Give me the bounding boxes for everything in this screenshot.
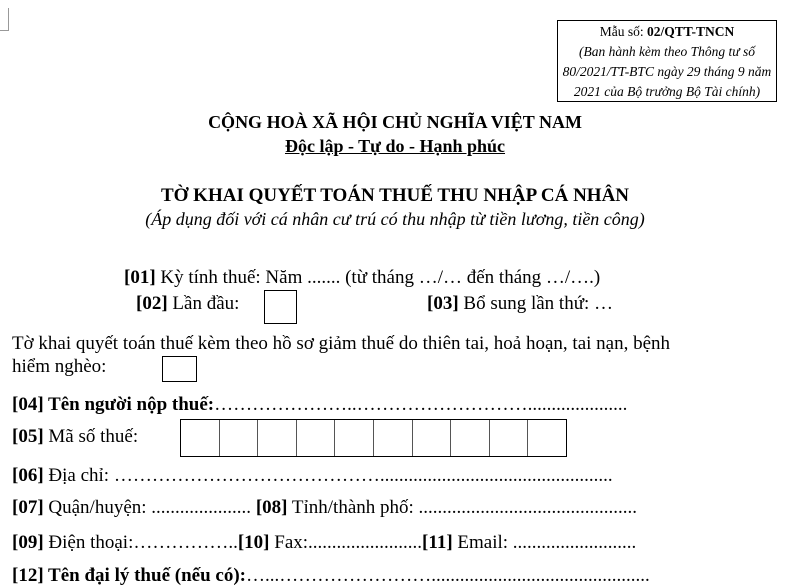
- field-04: [04] Tên người nộp thuế:…………………..……………………….....................: [12, 394, 628, 415]
- tax-code-digit[interactable]: [220, 420, 259, 456]
- field-06: [06] Địa chỉ: …………………………………….................................................: [12, 465, 613, 486]
- field-09-11: [09] Điện thoại:……………..[10] Fax:........................[11] Email: ..........................: [12, 532, 637, 553]
- disaster-text-line-1: Tờ khai quyết toán thuế kèm theo hồ sơ giảm thuế do thiên tai, hoả hoạn, tai nạn, bệnh: [12, 333, 671, 354]
- tax-code-digit[interactable]: [181, 420, 220, 456]
- tax-code-digit[interactable]: [413, 420, 452, 456]
- issued-line-1: (Ban hành kèm theo Thông tư số: [578, 44, 756, 59]
- form-no-label: Mẫu số:: [599, 24, 644, 39]
- field-07-08: [07] Quận/huyện: ..................... [08] Tỉnh/thành phố: ..............................................: [12, 497, 638, 518]
- form-subtitle: (Áp dụng đối với cá nhân cư trú có thu nhập từ tiền lương, tiền công): [145, 209, 645, 229]
- form-no: 02/QTT-TNCN: [646, 24, 735, 39]
- tax-code-digit[interactable]: [451, 420, 490, 456]
- field-03: [03] Bổ sung lần thứ: …: [427, 293, 614, 314]
- disaster-text-line-2: hiểm nghèo:: [12, 356, 107, 377]
- tax-code-digit[interactable]: [297, 420, 336, 456]
- form-title: TỜ KHAI QUYẾT TOÁN THUẾ THU NHẬP CÁ NHÂN: [160, 185, 630, 206]
- page-corner-marker: [0, 8, 9, 31]
- field-05: [05] Mã số thuế:: [12, 426, 139, 447]
- country-name: CỘNG HOÀ XÃ HỘI CHỦ NGHĨA VIỆT NAM: [208, 112, 582, 132]
- tax-code-digit[interactable]: [335, 420, 374, 456]
- field-02: [02] Lần đầu:: [136, 293, 240, 314]
- tax-code-digit[interactable]: [258, 420, 297, 456]
- first-time-checkbox[interactable]: [264, 290, 297, 324]
- field-12: [12] Tên đại lý thuế (nếu có):…...……………………..............................................: [12, 565, 650, 586]
- motto: Độc lập - Tự do - Hạnh phúc: [284, 136, 506, 156]
- tax-code-digit[interactable]: [374, 420, 413, 456]
- form-number-box: [557, 20, 777, 102]
- tax-code-boxes[interactable]: [180, 419, 567, 457]
- tax-code-digit[interactable]: [490, 420, 529, 456]
- field-01: [01] Kỳ tính thuế: Năm ....... (từ tháng …/… đến tháng …/….): [124, 267, 601, 288]
- issued-line-3: 2021 của Bộ trưởng Bộ Tài chính): [573, 84, 761, 99]
- tax-code-digit[interactable]: [528, 420, 566, 456]
- disaster-checkbox[interactable]: [162, 356, 197, 382]
- issued-line-2: 80/2021/TT-BTC ngày 29 tháng 9 năm: [562, 64, 772, 79]
